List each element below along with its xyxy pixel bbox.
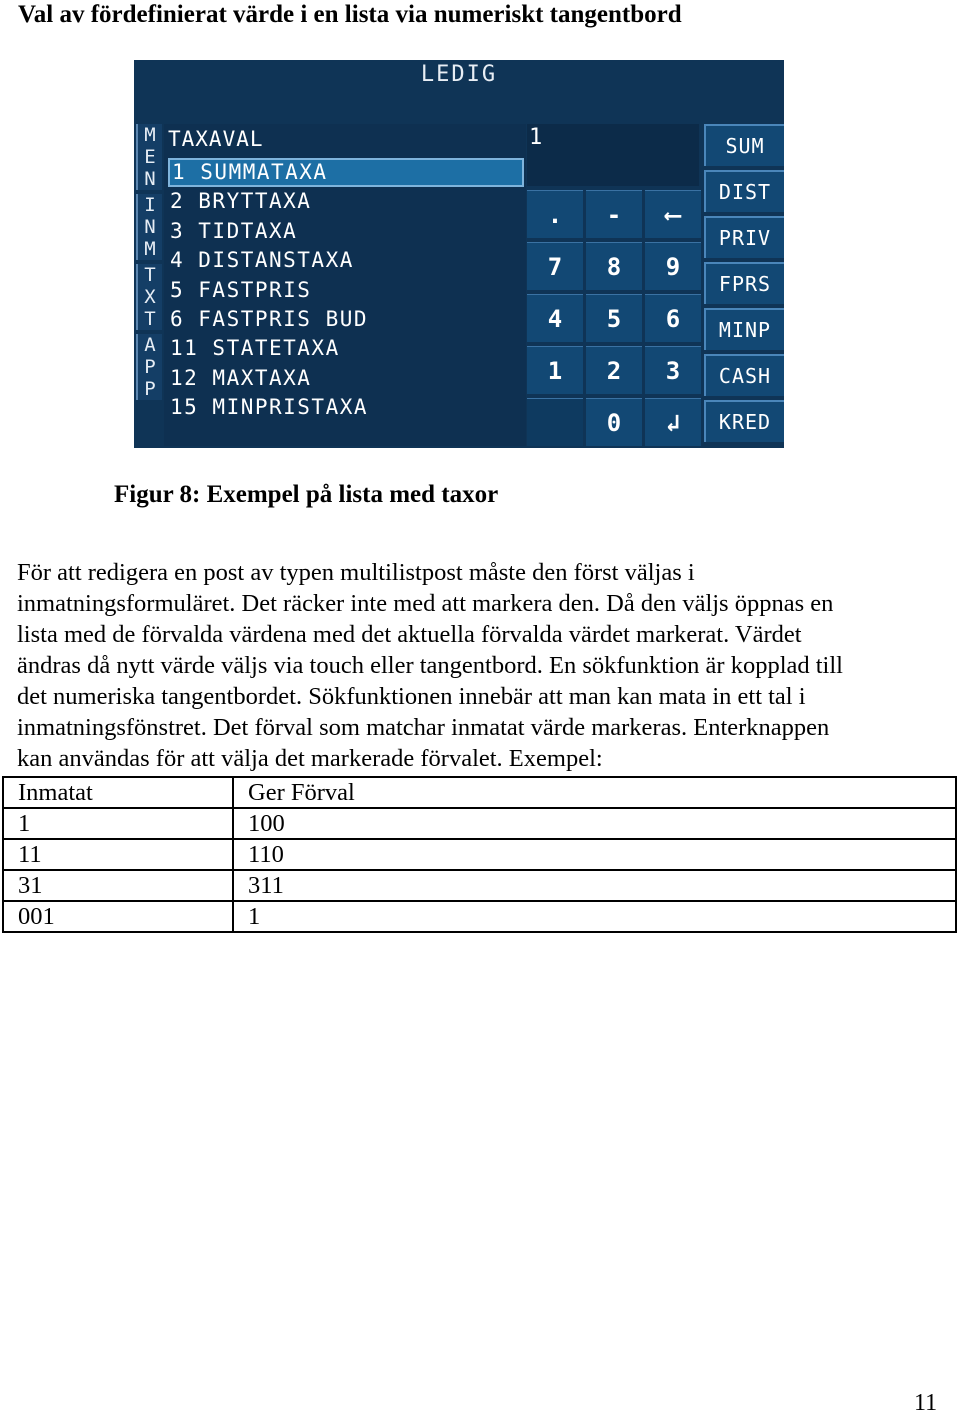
side-tab-letter: N [144, 168, 156, 190]
tariff-list-item[interactable]: 1 SUMMATAXA [168, 158, 524, 187]
table-row [3, 870, 956, 901]
tariff-list-item[interactable]: 12 MAXTAXA [170, 365, 312, 390]
function-button-priv[interactable]: PRIV [704, 216, 784, 258]
function-button-cash[interactable]: CASH [704, 354, 784, 396]
key-backspace[interactable]: ⟵ [645, 190, 701, 238]
tariff-list-item[interactable]: 5 FASTPRIS [170, 277, 312, 302]
function-button-column [704, 124, 784, 446]
paragraph-line: det numeriska tangentbordet. Sökfunktionen innebär att man kan mata in ett tal i [17, 683, 806, 710]
taximeter-screen [134, 60, 784, 448]
table-cell: 11 [3, 839, 233, 870]
key-minus[interactable]: - [586, 190, 642, 238]
key-enter[interactable]: ↲ [645, 398, 701, 446]
side-tab-letter: M [144, 124, 156, 146]
tariff-list-item[interactable]: 15 MINPRISTAXA [170, 395, 369, 420]
table-cell: 1 [3, 808, 233, 839]
key-0[interactable]: 0 [586, 398, 642, 446]
table-header-cell: Ger Förval [233, 777, 956, 808]
table-cell: 1 [233, 901, 956, 932]
side-tab-txt[interactable] [136, 264, 162, 330]
function-button-sum[interactable]: SUM [704, 124, 784, 166]
side-tab-letter: A [144, 334, 156, 356]
key-4[interactable]: 4 [527, 294, 583, 342]
paragraph-line: inmatningsfönstret. Det förval som matchar inmatat värde markeras. Enterknappen [17, 714, 830, 741]
page-number: 11 [914, 1390, 938, 1416]
numeric-input-field[interactable]: 1 [527, 124, 699, 186]
body-paragraph [17, 557, 947, 774]
key-7[interactable]: 7 [527, 242, 583, 290]
table-cell: 110 [233, 839, 956, 870]
table-cell: 311 [233, 870, 956, 901]
table-cell: 100 [233, 808, 956, 839]
paragraph-line: För att redigera en post av typen multilistpost måste den först väljas i [17, 559, 695, 586]
function-button-minp[interactable]: MINP [704, 308, 784, 350]
tariff-list-item[interactable]: 2 BRYTTAXA [170, 189, 312, 214]
tariff-list-item[interactable]: 11 STATETAXA [170, 336, 340, 361]
paragraph-line: ändras då nytt värde väljs via touch eller tangentbord. En sökfunktion är kopplad till [17, 652, 843, 679]
function-button-fprs[interactable]: FPRS [704, 262, 784, 304]
key-1[interactable]: 1 [527, 346, 583, 394]
tariff-list-panel [164, 124, 526, 446]
side-tab-letter: P [144, 356, 156, 378]
side-tab-letter: I [144, 194, 156, 216]
table-cell: 31 [3, 870, 233, 901]
key-9[interactable]: 9 [645, 242, 701, 290]
table-header-row [3, 777, 956, 808]
example-table [2, 776, 957, 933]
side-tab-letter: N [144, 216, 156, 238]
table-header-cell: Inmatat [3, 777, 233, 808]
side-tab-men[interactable] [136, 124, 162, 190]
side-tab-letter: M [144, 238, 156, 260]
key-5[interactable]: 5 [586, 294, 642, 342]
table-row [3, 839, 956, 870]
keypad-blank [527, 398, 583, 446]
function-button-dist[interactable]: DIST [704, 170, 784, 212]
list-title: TAXAVAL [168, 127, 264, 151]
side-tab-letter: X [144, 286, 156, 308]
table-row [3, 808, 956, 839]
key-3[interactable]: 3 [645, 346, 701, 394]
tariff-list [168, 158, 524, 423]
function-button-kred[interactable]: KRED [704, 400, 784, 442]
table-cell: 001 [3, 901, 233, 932]
key-6[interactable]: 6 [645, 294, 701, 342]
side-tab-letter: E [144, 146, 156, 168]
side-tab-letter: T [144, 308, 156, 330]
paragraph-line: lista med de förvalda värdena med det aktuella förvalda värdet markerat. Värdet [17, 621, 802, 648]
tariff-list-item[interactable]: 6 FASTPRIS BUD [170, 306, 369, 331]
key-2[interactable]: 2 [586, 346, 642, 394]
paragraph-line: inmatningsformuläret. Det räcker inte med att markera den. Då den väljs öppnas en [17, 590, 834, 617]
section-heading: Val av fördefinierat värde i en lista via numeriskt tangentbord [18, 1, 682, 28]
side-tab-bar [136, 124, 162, 404]
side-tab-inm[interactable] [136, 194, 162, 260]
side-tab-app[interactable] [136, 334, 162, 400]
side-tab-letter: P [144, 378, 156, 400]
tariff-list-item[interactable]: 3 TIDTAXA [170, 218, 298, 243]
key-decimal[interactable]: . [527, 190, 583, 238]
status-text: LEDIG [420, 62, 498, 87]
table-row [3, 901, 956, 932]
key-8[interactable]: 8 [586, 242, 642, 290]
side-tab-letter: T [144, 264, 156, 286]
figure-caption: Figur 8: Exempel på lista med taxor [114, 481, 499, 508]
paragraph-line: kan användas för att välja det markerade förvalet. Exempel: [17, 745, 603, 772]
tariff-list-item[interactable]: 4 DISTANSTAXA [170, 248, 354, 273]
